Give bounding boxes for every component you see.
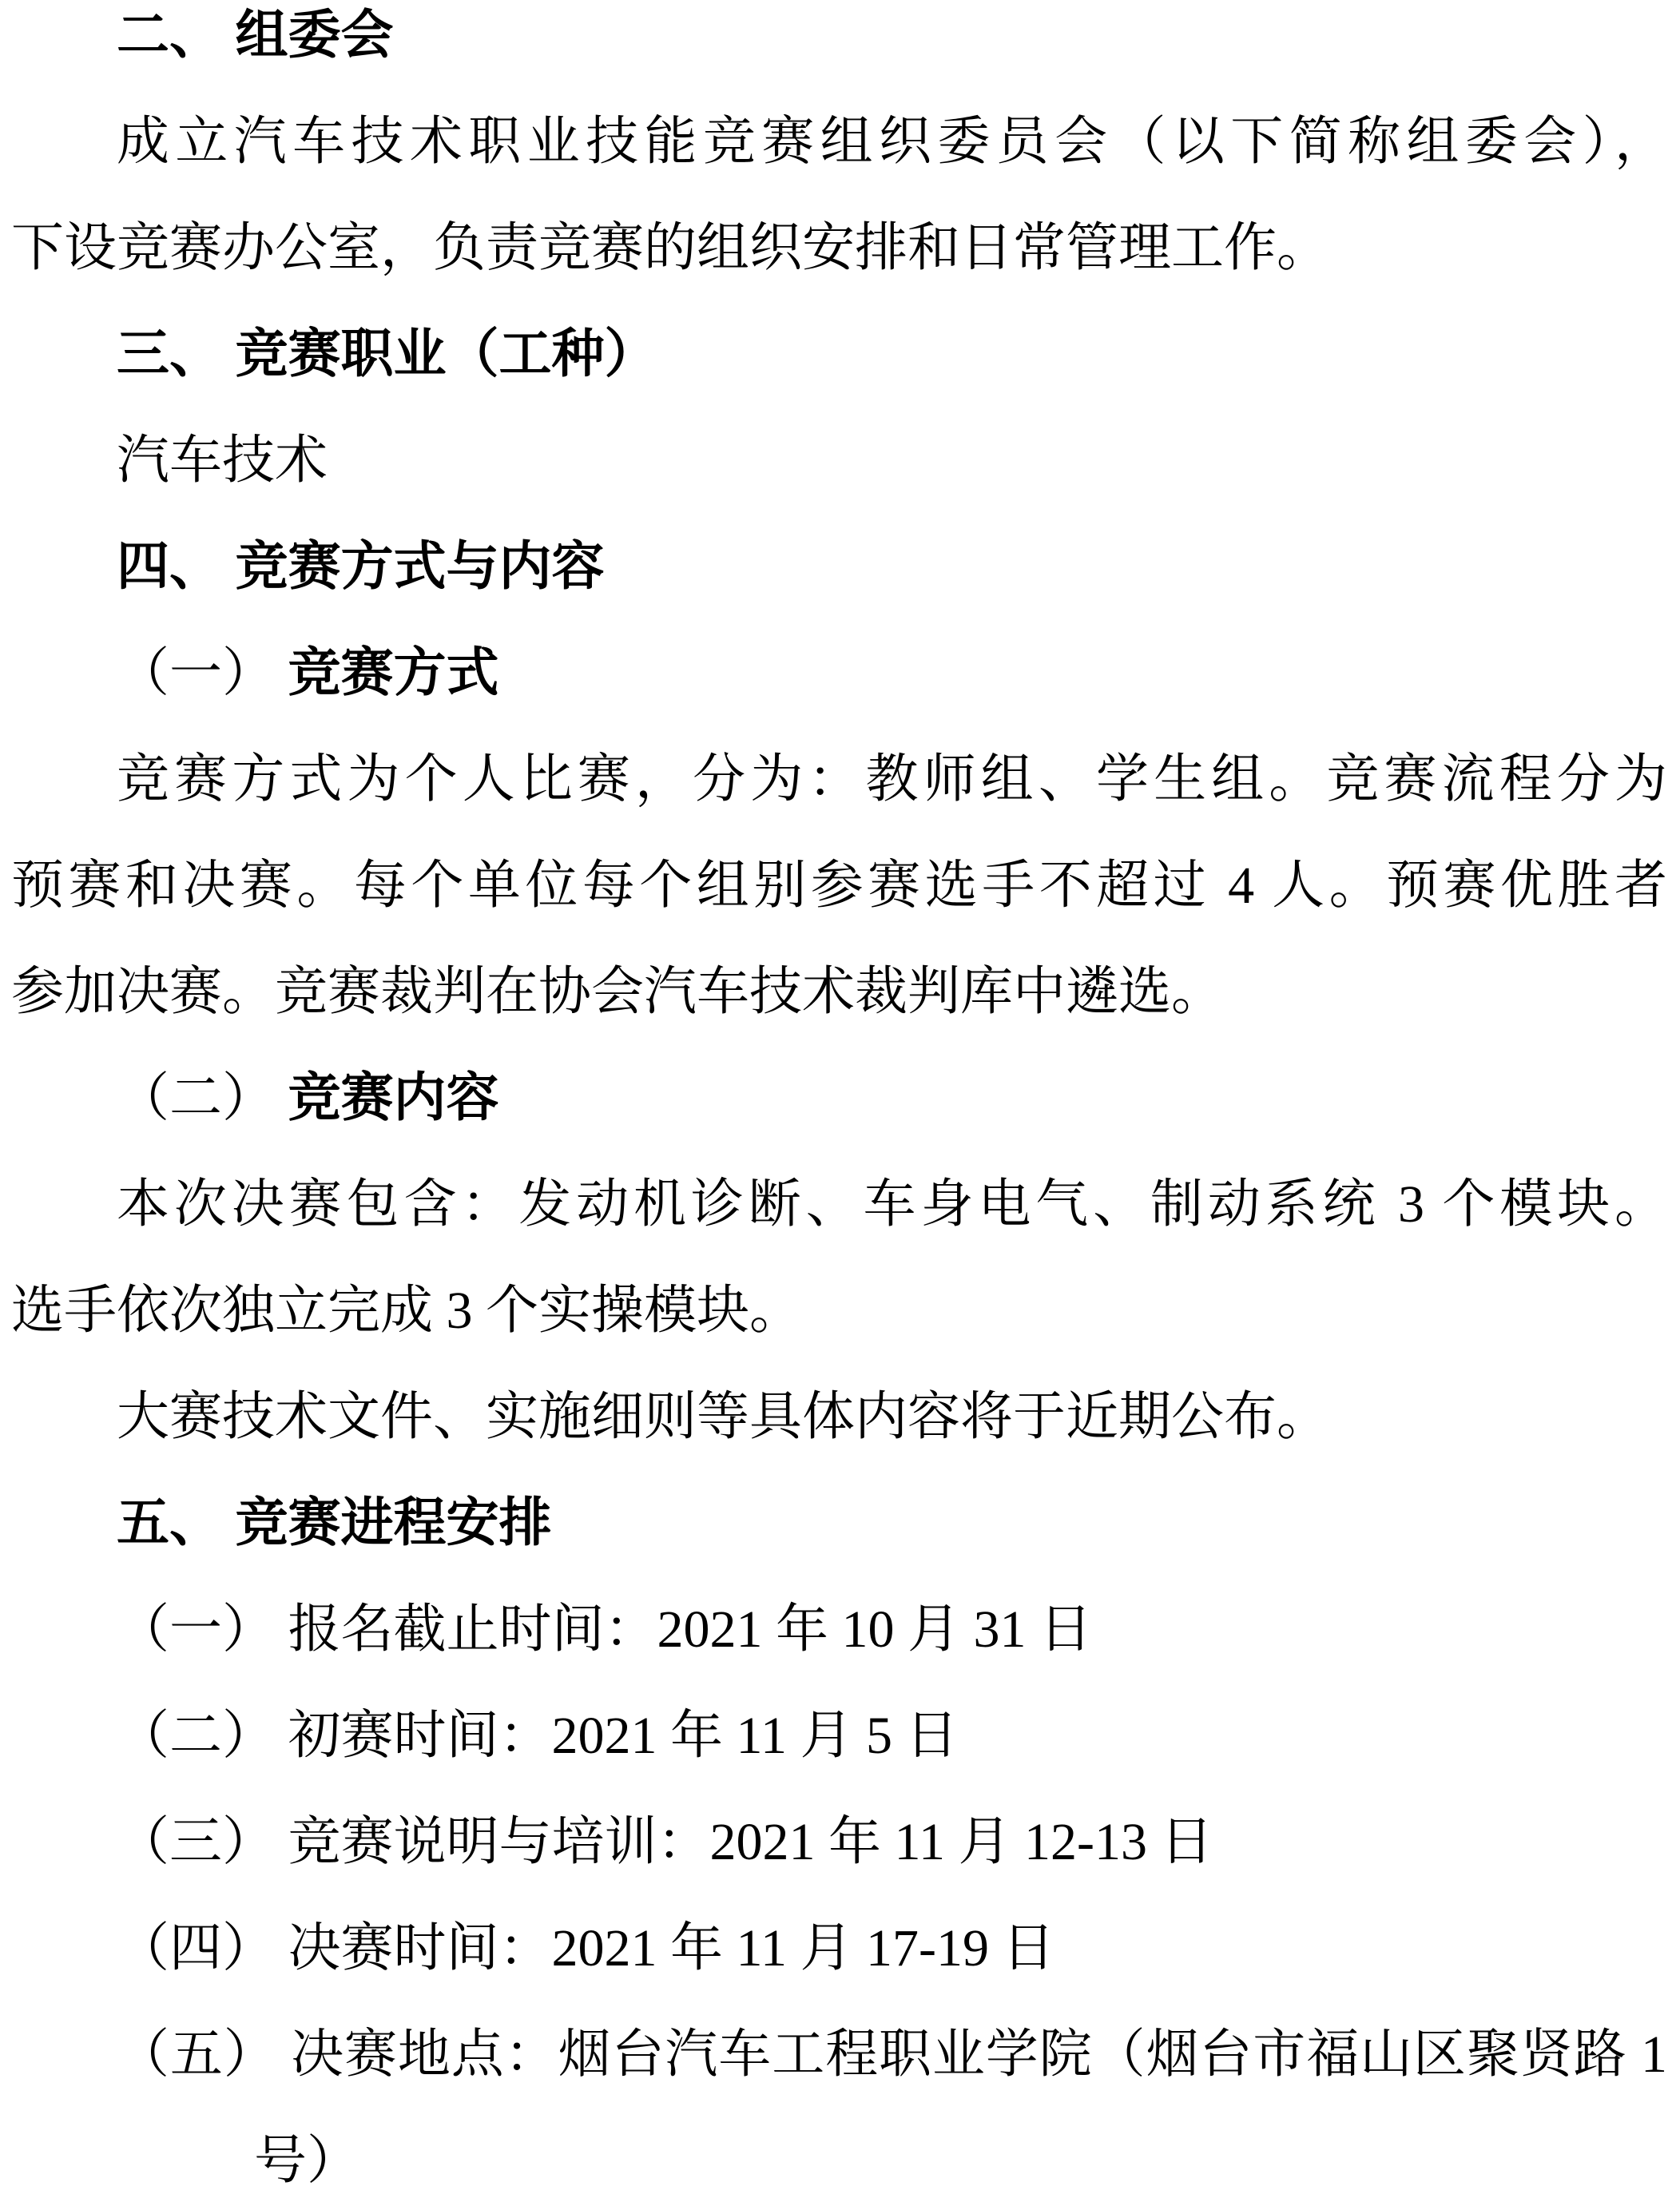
- text-segment: 竞赛方式为个人比赛，分为：教师组、学生组。竞赛流程分为: [117, 750, 1667, 809]
- text-segment: 号）: [254, 2132, 359, 2190]
- paragraph-line: [11, 833, 1667, 939]
- paragraph-line: [11, 1258, 1667, 1364]
- text-segment: 五、 竞赛进程安排: [117, 1494, 552, 1552]
- text-segment: 成立汽车技术职业技能竞赛组织委员会（以下简称组委会），: [117, 113, 1667, 171]
- paragraph-line: [11, 1895, 1667, 2001]
- text-segment: 三、 竞赛职业（工种）: [117, 325, 657, 384]
- text-segment: 二、 组委会: [117, 6, 394, 65]
- text-segment: （二） 初赛时间：2021 年 11 月 5 日: [117, 1707, 959, 1765]
- paragraph-line: [11, 1789, 1667, 1895]
- paragraph-line: [11, 407, 1667, 514]
- paragraph-line: [11, 2108, 1667, 2190]
- text-segment: （一） 报名截止时间：2021 年 10 月 31 日: [117, 1600, 1092, 1659]
- section-heading: [11, 514, 1667, 620]
- paragraph-line: [11, 939, 1667, 1045]
- subsection-heading: [11, 620, 1667, 726]
- paragraph-line: [11, 2001, 1667, 2108]
- section-heading: [11, 301, 1667, 407]
- text-segment: 预赛和决赛。每个单位每个组别参赛选手不超过 4 人。预赛优胜者: [11, 857, 1667, 915]
- text-segment: 参加决赛。竞赛裁判在协会汽车技术裁判库中遴选。: [11, 963, 1224, 1021]
- text-segment: （三） 竞赛说明与培训：2021 年 11 月 12-13 日: [117, 1813, 1213, 1871]
- paragraph-line: [11, 1364, 1667, 1470]
- text-segment: 选手依次独立完成 3 个实操模块。: [11, 1282, 802, 1340]
- text-segment: （二）: [117, 1069, 288, 1127]
- subsection-title-text: 竞赛方式: [288, 644, 499, 702]
- paragraph-line: [11, 89, 1667, 195]
- text-segment: 本次决赛包含：发动机诊断、车身电气、制动系统 3 个模块。: [117, 1175, 1667, 1234]
- text-segment: （四） 决赛时间：2021 年 11 月 17-19 日: [117, 1919, 1055, 1977]
- paragraph-line: [11, 195, 1667, 301]
- text-segment: 四、 竞赛方式与内容: [117, 538, 605, 596]
- section-heading: [11, 0, 1667, 89]
- text-segment: （一）: [117, 644, 288, 702]
- text-segment: （五） 决赛地点：烟台汽车工程职业学院（烟台市福山区聚贤路 1: [117, 2025, 1667, 2084]
- section-heading: [11, 1470, 1667, 1576]
- paragraph-line: [11, 1151, 1667, 1258]
- subsection-heading: [11, 1045, 1667, 1151]
- text-segment: 下设竞赛办公室，负责竞赛的组织安排和日常管理工作。: [11, 219, 1329, 277]
- text-segment: 汽车技术: [117, 431, 328, 490]
- paragraph-line: [11, 726, 1667, 833]
- paragraph-line: [11, 1576, 1667, 1683]
- subsection-title-text: 竞赛内容: [288, 1069, 499, 1127]
- paragraph-line: [11, 1683, 1667, 1789]
- text-segment: 大赛技术文件、实施细则等具体内容将于近期公布。: [117, 1388, 1329, 1446]
